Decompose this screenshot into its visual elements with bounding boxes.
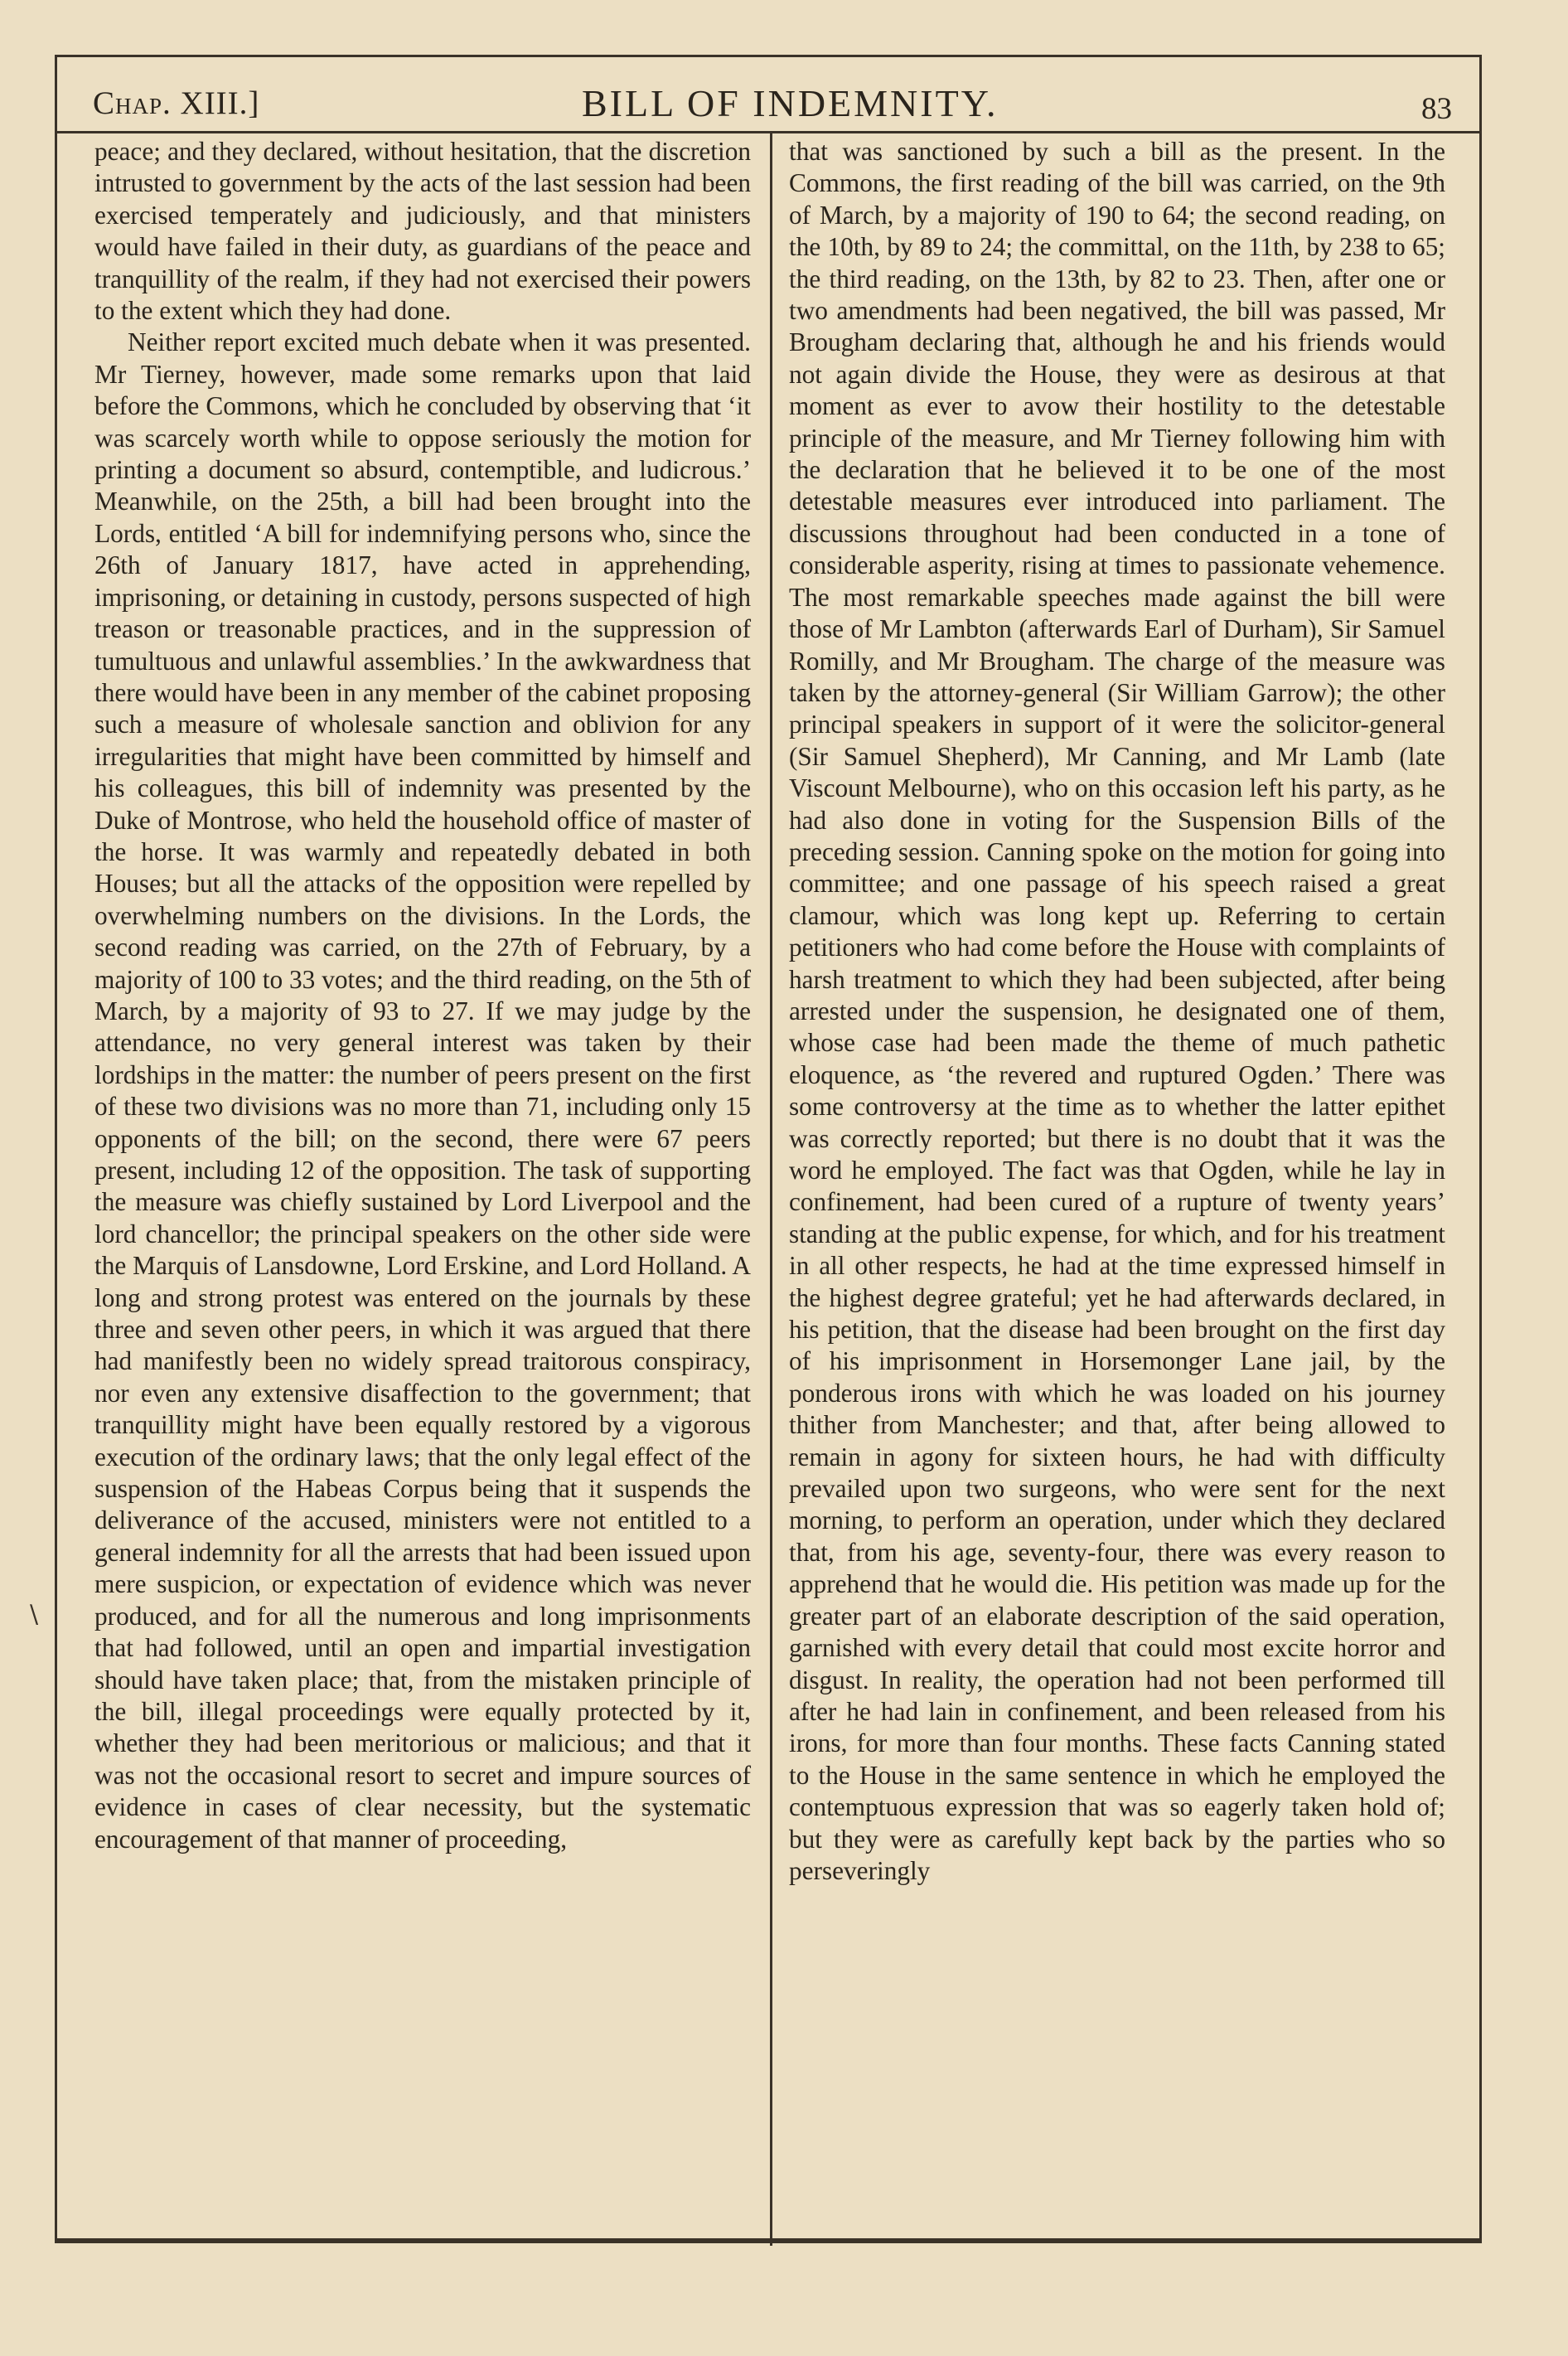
right-column: [789, 136, 1445, 1887]
page-number: 83: [1421, 92, 1452, 126]
chapter-label: Chap. XIII.]: [93, 85, 260, 121]
margin-mark: \: [30, 1600, 39, 1629]
left-column: [94, 136, 751, 1855]
header-rule: [55, 131, 1482, 133]
footer-rule: [55, 2238, 1482, 2241]
page-title: BILL OF INDEMNITY.: [582, 82, 999, 124]
paragraph: peace; and they declared, without hesitation, that the discretion intrusted to government by the acts of the last session had been exercised temperately and judiciously, and that ministers would have failed in their duty, as guardians of the peace and tranquillity of the realm, if they had not exercised their powers to the extent which they had done.: [94, 137, 751, 326]
column-divider: [770, 133, 772, 2246]
running-head: [93, 81, 1452, 131]
paragraph: Neither report excited much debate when it was presented. Mr Tierney, however, made some remarks upon that laid before the Commons, which he concluded by observing that ‘it was scarcely worth while to oppose seriously the motion for printing a document so absurd, contemptible, and ludicrous.’ Meanwhile, on the 25th, a bill had been brought into the Lords, entitled ‘A bill for indemnifying persons who, since the 26th of January 1817, have acted in apprehending, imprisoning, or detaining in custody, persons suspected of high treason or treasonable practices, and in the suppression of tumultuous and unlawful assemblies.’ In the awkwardness that there would have been in any member of the cabinet proposing such a measure of wholesale sanction and oblivion for any irregularities that might have been committed by himself and his colleagues, this bill of indemnity was presented by the Duke of Montrose, who held the household office of master of the horse. It was warmly and repeatedly debated in both Houses; but all the attacks of the opposition were repelled by overwhelming numbers on the divisions. In the Lords, the second reading was carried, on the 27th of February, by a majority of 100 to 33 votes; and the third reading, on the 5th of March, by a majority of 93 to 27. If we may judge by the attendance, no very general interest was taken by their lordships in the matter: the number of peers present on the first of these two divisions was no more than 71, including only 15 opponents of the bill; on the second, there were 67 peers present, including 12 of the opposition. The task of supporting the measure was chiefly sustained by Lord Liverpool and the lord chancellor; the principal speakers on the other side were the Marquis of Lansdowne, Lord Erskine, and Lord Holland. A long and strong protest was entered on the journals by these three and seven other peers, in which it was argued that there had manifestly been no widely spread traitorous conspiracy, nor even any extensive disaffection to the government; that tranquillity might have been equally restored by a vigorous execution of the ordinary laws; that the only legal effect of the suspension of the Habeas Corpus being that it suspends the deliverance of the accused, ministers were not entitled to a general indemnity for all the arrests that had been issued upon mere suspicion, or expectation of evidence which was never produced, and for all the numerous and long imprisonments that had followed, until an open and impartial investigation should have taken place; that, from the mistaken principle of the bill, illegal proceedings were equally protected by it, whether they had been meritorious or malicious; and that it was not the occasional resort to secret and impure sources of evidence in cases of clear necessity, but the systematic encouragement of that manner of proceeding,: [94, 327, 751, 1854]
paragraph: that was sanctioned by such a bill as the present. In the Commons, the first reading of the bill was carried, on the 9th of March, by a majority of 190 to 64; the second reading, on the 10th, by 89 to 24; the committal, on the 11th, by 238 to 65; the third reading, on the 13th, by 82 to 23. Then, after one or two amendments had been negatived, the bill was passed, Mr Brougham declaring that, although he and his friends would not again divide the House, they were as desirous at that moment as ever to avow their hostility to the detestable principle of the measure, and Mr Tierney following him with the declaration that he believed it to be one of the most detestable measures ever introduced into parliament. The discussions throughout had been conducted in a tone of considerable asperity, rising at times to passionate vehemence. The most remarkable speeches made against the bill were those of Mr Lambton (afterwards Earl of Durham), Sir Samuel Romilly, and Mr Brougham. The charge of the measure was taken by the attorney-general (Sir William Garrow); the other principal speakers in support of it were the solicitor-general (Sir Samuel Shepherd), Mr Canning, and Mr Lamb (late Viscount Melbourne), who on this occasion left his party, as he had also done in voting for the Suspension Bills of the preceding session. Canning spoke on the motion for going into committee; and one passage of his speech raised a great clamour, which was long kept up. Referring to certain petitioners who had come before the House with complaints of harsh treatment to which they had been subjected, after being arrested under the suspension, he designated one of them, whose case had been made the theme of much pathetic eloquence, as ‘the revered and ruptured Ogden.’ There was some controversy at the time as to whether the latter epithet was correctly reported; but there is no doubt that it was the word he employed. The fact was that Ogden, while he lay in confinement, had been cured of a rupture of twenty years’ standing at the public expense, for which, and for his treatment in all other respects, he had at the time expressed himself in the highest degree grateful; yet he had afterwards declared, in his petition, that the disease had been brought on the first day of his imprisonment in Horsemonger Lane jail, by the ponderous irons with which he was loaded on his journey thither from Manchester; and that, after being allowed to remain in agony for sixteen hours, he had with difficulty prevailed upon two surgeons, who were sent for the next morning, to perform an operation, under which they declared that, from his age, seventy-four, there was every reason to apprehend that he would die. His petition was made up for the greater part of an elaborate description of the said operation, garnished with every detail that could most excite horror and disgust. In reality, the operation had not been performed till after he had lain in confinement, and been released from his irons, for more than four months. These facts Canning stated to the House in the same sentence in which he employed the contemptuous expression that was so eagerly taken hold of; but they were as carefully kept back by the parties who so perseveringly: [789, 137, 1445, 1885]
